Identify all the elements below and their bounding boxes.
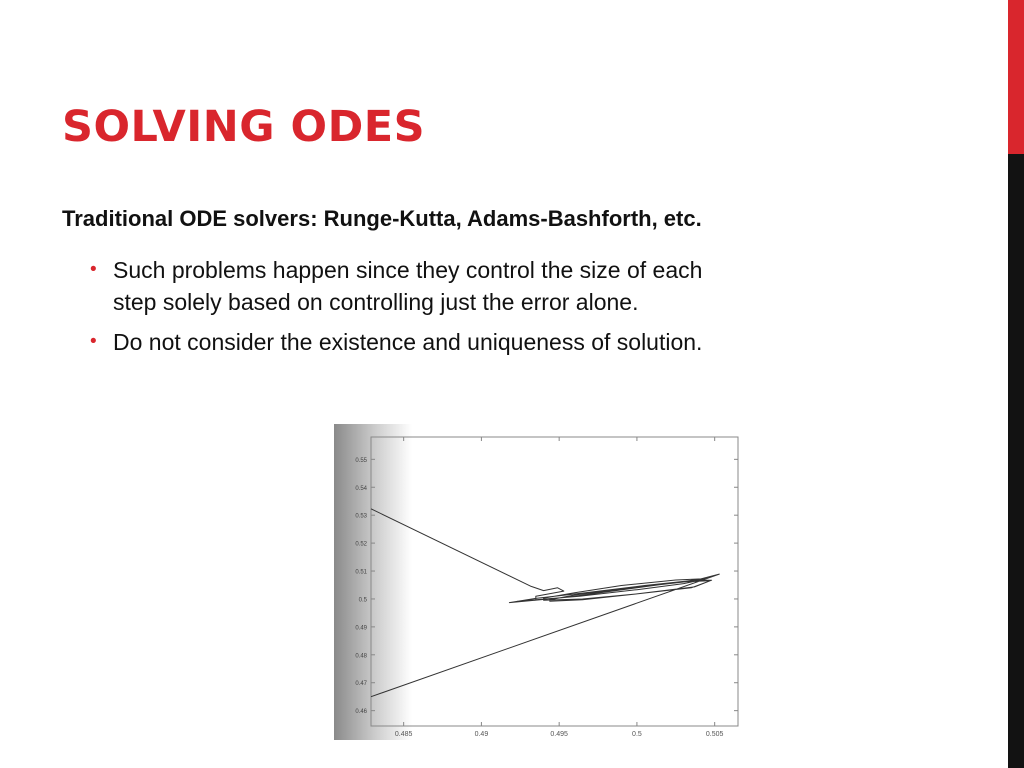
y-tick-label: 0.47 bbox=[355, 681, 367, 688]
bullet-item bbox=[90, 254, 890, 318]
bullet-list bbox=[90, 254, 890, 366]
bullet-text-line: step solely based on controlling just the error alone. bbox=[113, 289, 639, 315]
x-tick-label: 0.505 bbox=[705, 731, 724, 738]
slide-subheading: Traditional ODE solvers: Runge-Kutta, Adams-Bashforth, etc. bbox=[62, 206, 702, 231]
y-tick-label: 0.55 bbox=[355, 457, 367, 464]
bullet-text-line: Do not consider the existence and uniqueness of solution. bbox=[113, 329, 703, 355]
y-tick-label: 0.53 bbox=[355, 513, 367, 520]
x-tick-label: 0.49 bbox=[474, 731, 489, 738]
bullet-dot-icon: • bbox=[90, 259, 97, 280]
x-tick-label: 0.485 bbox=[394, 731, 413, 738]
x-tick-label: 0.5 bbox=[632, 731, 642, 738]
scan-shadow bbox=[334, 424, 412, 740]
y-tick-label: 0.52 bbox=[355, 541, 367, 548]
y-tick-label: 0.48 bbox=[355, 653, 367, 660]
y-tick-label: 0.54 bbox=[355, 485, 367, 492]
y-tick-label: 0.46 bbox=[355, 709, 367, 716]
slide-title: SOLVING ODES bbox=[62, 102, 426, 152]
y-tick-label: 0.51 bbox=[355, 569, 367, 576]
bullet-dot-icon: • bbox=[90, 331, 97, 352]
accent-bar-red bbox=[1008, 0, 1024, 154]
phase-plot bbox=[334, 424, 748, 740]
y-tick-label: 0.49 bbox=[355, 625, 367, 632]
bullet-text-line: Such problems happen since they control the size of each bbox=[113, 257, 703, 283]
bullet-item bbox=[90, 326, 890, 358]
accent-bar-dark bbox=[1008, 154, 1024, 768]
phase-plot-figure bbox=[334, 424, 748, 740]
y-tick-label: 0.5 bbox=[358, 597, 367, 604]
x-tick-label: 0.495 bbox=[550, 731, 568, 738]
